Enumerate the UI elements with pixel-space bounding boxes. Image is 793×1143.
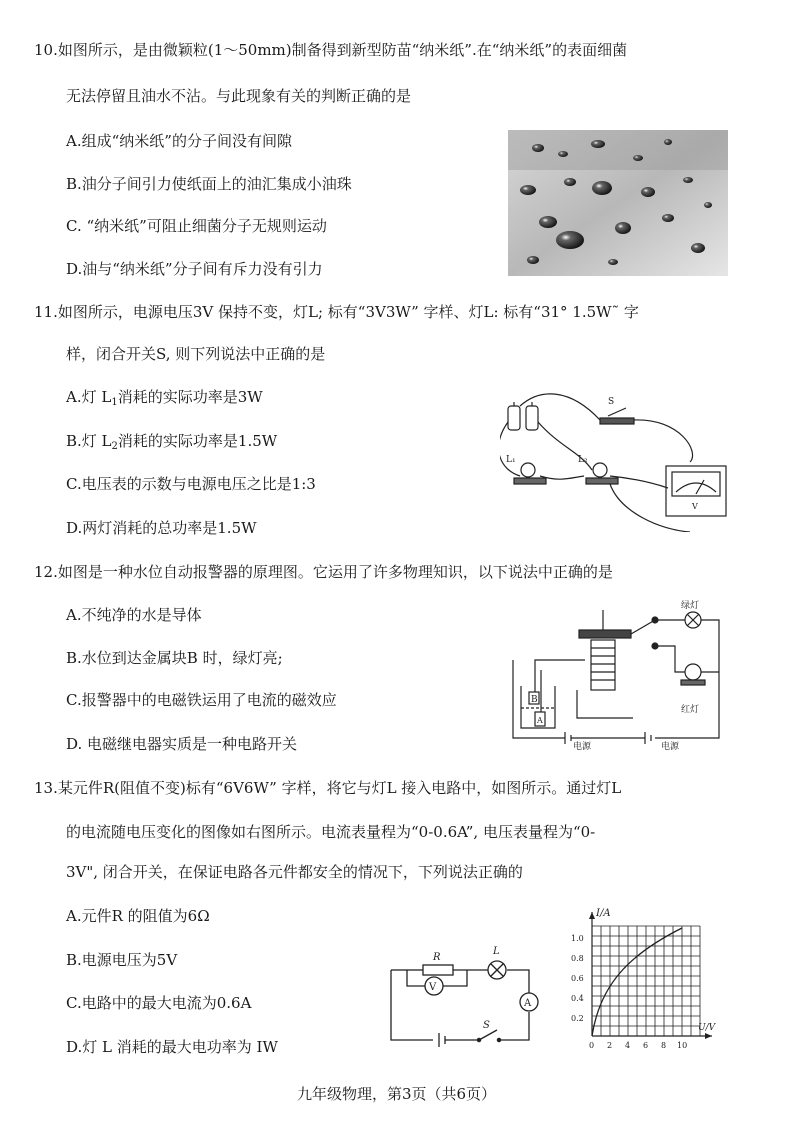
- x-axis-arrow-icon: [705, 1033, 712, 1039]
- q11-option-d: D.两灯消耗的总功率是1.5W: [66, 519, 257, 537]
- resistor-r-icon: [423, 965, 453, 975]
- x-tick-label: 0: [589, 1041, 595, 1050]
- q10-stem-line2: 无法停留且油水不沾。与此现象有关的判断正确的是: [66, 87, 412, 105]
- switch-label: S: [483, 1020, 490, 1031]
- x-tick-label: 6: [643, 1041, 649, 1050]
- q13-stem-line3: 3V", 闭合开关，在保证电路各元件都安全的情况下，下列说法正确的: [66, 863, 523, 881]
- q10-option-a: A.组成“纳米纸”的分子间没有间隙: [66, 132, 292, 150]
- lamp-l1-icon: [521, 463, 535, 477]
- q13-stem-line2: 的电流随电压变化的图像如右图所示。电流表量程为“0-0.6A”, 电压表量程为“0-: [66, 823, 596, 841]
- y-tick-label: 0.2: [571, 1014, 584, 1023]
- q12-option-a: A.不纯净的水是导体: [66, 606, 202, 624]
- green-lamp-label: 绿灯: [681, 601, 700, 611]
- y-tick-label: 1.0: [571, 934, 584, 943]
- voltmeter-label: V: [692, 502, 698, 511]
- q11-stem-line1: 11.如图所示，电源电压3V 保持不变，灯L; 标有“3V3W” 字样、灯L: 标有“31° 1.5W˜ 字: [34, 303, 639, 321]
- y-tick-label: 0.8: [571, 954, 584, 963]
- power-label-2: 电源: [661, 742, 680, 750]
- red-lamp-label: 红灯: [681, 705, 700, 715]
- q13-option-c: C.电路中的最大电流为0.6A: [66, 994, 252, 1012]
- x-tick-label: 10: [677, 1041, 688, 1050]
- x-tick-label: 2: [607, 1041, 613, 1050]
- red-lamp-icon: [685, 664, 701, 680]
- q11-stem-line2: 样，闭合开关S, 则下列说法中正确的是: [66, 345, 326, 363]
- lamp-l2-label: L₂: [578, 455, 588, 465]
- lamp-l1-label: L₁: [506, 455, 516, 465]
- block-b-label: B: [531, 695, 538, 705]
- nanopaper-photo: [508, 130, 728, 276]
- voltmeter-label: V: [429, 982, 437, 993]
- q11-circuit-figure: [500, 392, 730, 532]
- q13-option-d: D.灯 L 消耗的最大电功率为 IW: [66, 1038, 278, 1056]
- block-a-label: A: [537, 716, 543, 725]
- page-footer: 九年级物理，第3页（共6页）: [296, 1085, 497, 1103]
- q12-stem-line1: 12.如图是一种水位自动报警器的原理图。它运用了许多物理知识，以下说法中正确的是: [34, 563, 613, 581]
- resistor-r-label: R: [433, 952, 441, 963]
- q13-option-a: A.元件R 的阻值为6Ω: [66, 907, 210, 925]
- switch-icon: [479, 1030, 497, 1040]
- battery-icon: [526, 406, 538, 430]
- lamp-base-icon: [514, 478, 546, 484]
- q12-option-d: D. 电磁继电器实质是一种电路开关: [66, 735, 298, 753]
- q10-stem-line1: 10.如图所示，是由微颖粒(1～50mm)制备得到新型防苗“纳米纸”.在“纳米纸”的表面细菌: [34, 41, 628, 59]
- lamp-l-label: L: [493, 946, 500, 957]
- q11-option-b: B.灯 $L_2$消耗的实际功率是1.5W: [66, 432, 278, 452]
- q13-circuit-figure: [383, 940, 543, 1055]
- switch-icon: [600, 418, 634, 424]
- lamp-base-icon: [586, 478, 618, 484]
- y-axis-arrow-icon: [589, 912, 595, 919]
- q11-option-a: A.灯 $L_1$消耗的实际功率是3W: [66, 388, 263, 408]
- iu-graph: [570, 904, 720, 1054]
- switch-label: S: [608, 397, 615, 407]
- x-axis-label: U/V: [698, 1023, 716, 1033]
- lamp-l2-icon: [593, 463, 607, 477]
- q11-option-c: C.电压表的示数与电源电压之比是1:3: [66, 475, 316, 493]
- q13-option-b: B.电源电压为5V: [66, 951, 178, 969]
- y-axis-label: I/A: [596, 908, 611, 919]
- y-tick-label: 0.6: [571, 974, 584, 983]
- y-tick-label: 0.4: [571, 994, 584, 1003]
- q10-option-c: C. “纳米纸”可阻止细菌分子无规则运动: [66, 217, 327, 235]
- q10-option-b: B.油分子间引力使纸面上的油汇集成小油珠: [66, 175, 352, 193]
- x-tick-label: 4: [625, 1041, 631, 1050]
- q12-option-b: B.水位到达金属块B 时，绿灯亮;: [66, 649, 283, 667]
- q13-stem-line1: 13.某元件R(阻值不变)标有“6V6W” 字样，将它与灯L 接入电路中，如图所示。通过灯L: [34, 779, 622, 797]
- q10-option-d: D.油与“纳米纸”分子间有斥力没有引力: [66, 260, 323, 278]
- power-label-1: 电源: [573, 742, 592, 750]
- q12-alarm-figure: [505, 600, 730, 750]
- x-tick-label: 8: [661, 1041, 667, 1050]
- q12-option-c: C.报警器中的电磁铁运用了电流的磁效应: [66, 691, 337, 709]
- ammeter-label: A: [524, 998, 532, 1009]
- battery-icon: [508, 406, 520, 430]
